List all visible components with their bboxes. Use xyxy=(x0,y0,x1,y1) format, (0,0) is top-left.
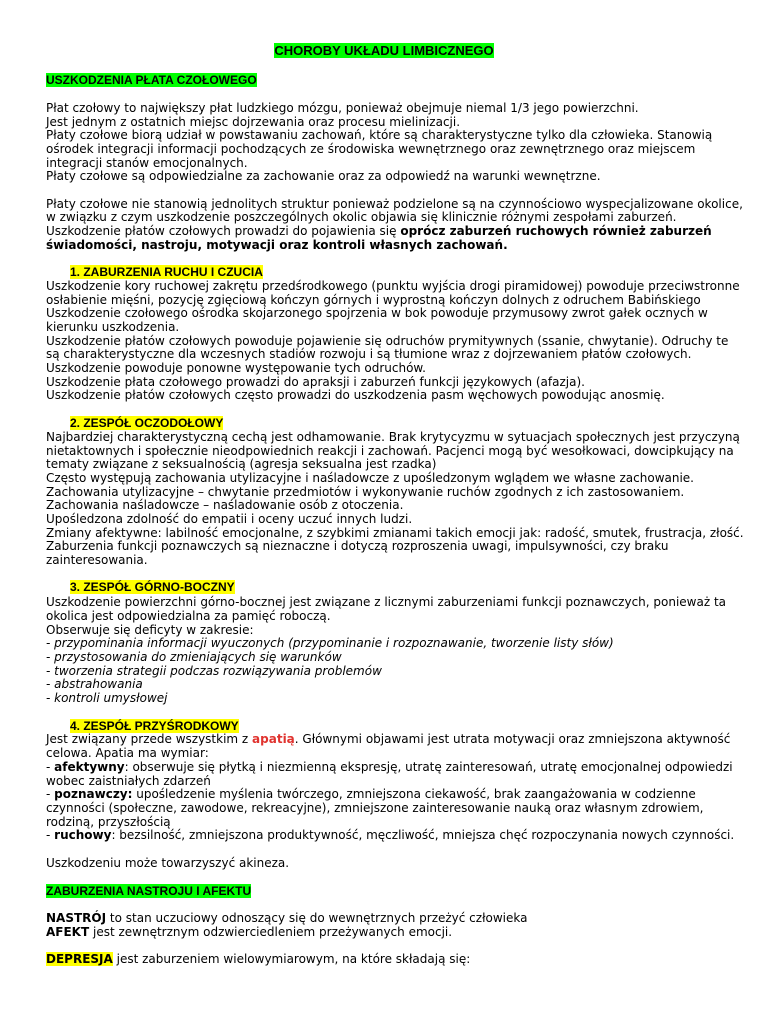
paragraph-line: celowa. Apatia ma wymiar: xyxy=(46,746,209,760)
list-item: - abstrahowania xyxy=(46,677,143,691)
paragraph-line: Uszkodzenie kory ruchowej zakrętu przedśrodkowego (punktu wyjścia drogi piramidowej) powoduje przeciwstronne xyxy=(46,279,740,293)
paragraph-line: Płaty czołowe biorą udział w powstawaniu zachowań, które są charakterystyczne tylko dla człowieka. Stanowią xyxy=(46,128,713,142)
document-title: CHOROBY UKŁADU LIMBICZNEGO xyxy=(274,43,494,58)
paragraph-line: Zaburzenia funkcji poznawczych są nieznaczne i dotyczą rozproszenia uwagi, impulsywności, czy braku xyxy=(46,539,669,553)
paragraph-line: osłabienie mięśni, pozycję zgięciową kończyn górnych i wyprostną kończyn dolnych z odruchem Babińskiego xyxy=(46,293,701,307)
list-item: - przystosowania do zmieniających się warunków xyxy=(46,650,342,664)
section-heading-mood: ZABURZENIA NASTROJU I AFEKTU xyxy=(46,884,252,898)
paragraph-line: Jest związany przede wszystkim z apatią. Głównymi objawami jest utrata motywacji oraz zmniejszona aktywność xyxy=(46,732,731,746)
paragraph-line: Obserwuje się deficyty w zakresie: xyxy=(46,623,254,637)
paragraph-line: w związku z czym uszkodzenie poszczególnych okolic objawia się klinicznie różnymi zespołami zaburzeń. xyxy=(46,210,677,224)
paragraph-line: tematy związane z seksualnością (agresja seksualna jest rzadka) xyxy=(46,457,437,471)
paragraph-line: rodziną, przyszłością xyxy=(46,815,171,829)
paragraph-line: Uszkodzenie płata czołowego prowadzi do apraksji i zaburzeń funkcji językowych (afazja). xyxy=(46,375,585,389)
paragraph-line: integracji stanów emocjonalnych. xyxy=(46,156,248,170)
paragraph-line: Uszkodzenie płatów czołowych prowadzi do pojawienia się oprócz zaburzeń ruchowych również zaburzeń xyxy=(46,224,712,238)
paragraph-line: Upośledzona zdolność do empatii i oceny uczuć innych ludzi. xyxy=(46,512,413,526)
paragraph-line: Uszkodzenie powoduje ponowne występowanie tych odruchów. xyxy=(46,361,426,375)
definition-line: NASTRÓJ to stan uczuciowy odnoszący się do wewnętrznych przeżyć człowieka xyxy=(46,911,528,925)
definition-line: DEPRESJA jest zaburzeniem wielowymiarowym, na które składają się: xyxy=(46,952,471,966)
definition-line: AFEKT jest zewnętrznym odzwierciedleniem przeżywanych emocji. xyxy=(46,925,453,939)
subsection-heading-4: 4. ZESPÓŁ PRZYŚRODKOWY xyxy=(70,719,239,733)
paragraph-line: Płat czołowy to największy płat ludzkiego mózgu, ponieważ obejmuje niemal 1/3 jego powierzchni. xyxy=(46,101,639,115)
section-heading-frontal-lobe: USZKODZENIA PŁATA CZOŁOWEGO xyxy=(46,73,257,87)
paragraph-line: Często występują zachowania utylizacyjne i naśladowcze z upośledzonym wglądem we własne zachowanie. xyxy=(46,471,694,485)
paragraph-line: ośrodek integracji informacji pochodzących ze środowiska wewnętrznego oraz zewnętrznego oraz miejscem xyxy=(46,142,696,156)
paragraph-line: Uszkodzenie płatów czołowych powoduje pojawienie się odruchów prymitywnych (ssanie, chwytanie). Odruchy te xyxy=(46,334,729,348)
subsection-heading-3: 3. ZESPÓŁ GÓRNO-BOCZNY xyxy=(70,580,235,594)
paragraph-line: - poznawczy: upośledzenie myślenia twórczego, zmniejszona ciekawość, brak zaangażowania w codzienne xyxy=(46,787,696,801)
paragraph-line: Najbardziej charakterystyczną cechą jest odhamowanie. Brak krytycyzmu w sytuacjach społecznych jest przyczyną xyxy=(46,430,740,444)
paragraph-line: kierunku uszkodzenia. xyxy=(46,320,180,334)
list-item: - tworzenia strategii podczas rozwiązywania problemów xyxy=(46,664,382,678)
paragraph-line: Jest jednym z ostatnich miejsc dojrzewania oraz procesu mielinizacji. xyxy=(46,115,461,129)
paragraph-line: Zmiany afektywne: labilność emocjonalne, z szybkimi zmianami takich emocji jak: radość, smutek, frustracja, złość. xyxy=(46,526,744,540)
paragraph-line: są charakterystyczne dla wczesnych stadiów rozwoju i są tłumione wraz z dojrzewaniem płatów czołowych. xyxy=(46,347,692,361)
paragraph-line: Uszkodzenie powierzchni górno-bocznej jest związane z licznymi zaburzeniami funkcji poznawczych, ponieważ ta xyxy=(46,595,727,609)
paragraph-line: - ruchowy: bezsilność, zmniejszona produktywność, męczliwość, mniejsza chęć rozpoczynania nowych czynności. xyxy=(46,828,735,842)
paragraph-line: Zachowania utylizacyjne – chwytanie przedmiotów i wykonywanie ruchów zgodnych z ich zastosowaniem. xyxy=(46,485,685,499)
paragraph-line: czynności (społeczne, zawodowe, rekreacyjne), zmniejszone zainteresowanie nauką oraz własnym zdrowiem, xyxy=(46,801,704,815)
paragraph-line: Zachowania naśladowcze – naśladowanie osób z otoczenia. xyxy=(46,498,404,512)
list-item: - kontroli umysłowej xyxy=(46,691,168,705)
paragraph-line: zainteresowania. xyxy=(46,553,148,567)
paragraph-line: Płaty czołowe nie stanowią jednolitych struktur ponieważ podzielone są na czynnościowo wyspecjalizowane okolice, xyxy=(46,197,743,211)
paragraph-line: Płaty czołowe są odpowiedzialne za zachowanie oraz za odpowiedź na warunki wewnętrzne. xyxy=(46,169,601,183)
paragraph-line: nietaktownych i społecznie nieodpowiednich reakcji i zachowań. Pacjenci mogą być wesołkowaci, dowcipkujący na xyxy=(46,444,734,458)
paragraph-line: Uszkodzenie płatów czołowych często prowadzi do uszkodzenia pasm węchowych powodując anosmię. xyxy=(46,388,665,402)
paragraph-line: świadomości, nastroju, motywacji oraz kontroli własnych zachowań. xyxy=(46,238,508,252)
paragraph-line: Uszkodzenie czołowego ośrodka skojarzonego spojrzenia w bok powoduje przymusowy zwrot gałek ocznych w xyxy=(46,306,708,320)
paragraph-line: Uszkodzeniu może towarzyszyć akineza. xyxy=(46,856,290,870)
paragraph-line: wobec zaistniałych zdarzeń xyxy=(46,774,211,788)
paragraph-line: okolica jest odpowiedzialna za pamięć roboczą. xyxy=(46,609,331,623)
subsection-heading-1: 1. ZABURZENIA RUCHU I CZUCIA xyxy=(70,265,263,279)
list-item: - przypominania informacji wyuczonych (przypominanie i rozpoznawanie, tworzenie listy słów) xyxy=(46,636,614,650)
paragraph-line: - afektywny: obserwuje się płytką i niezmienną ekspresję, utratę zainteresowań, utratę emocjonalnej odpowiedzi xyxy=(46,760,733,774)
subsection-heading-2: 2. ZESPÓŁ OCZODOŁOWY xyxy=(70,416,224,430)
